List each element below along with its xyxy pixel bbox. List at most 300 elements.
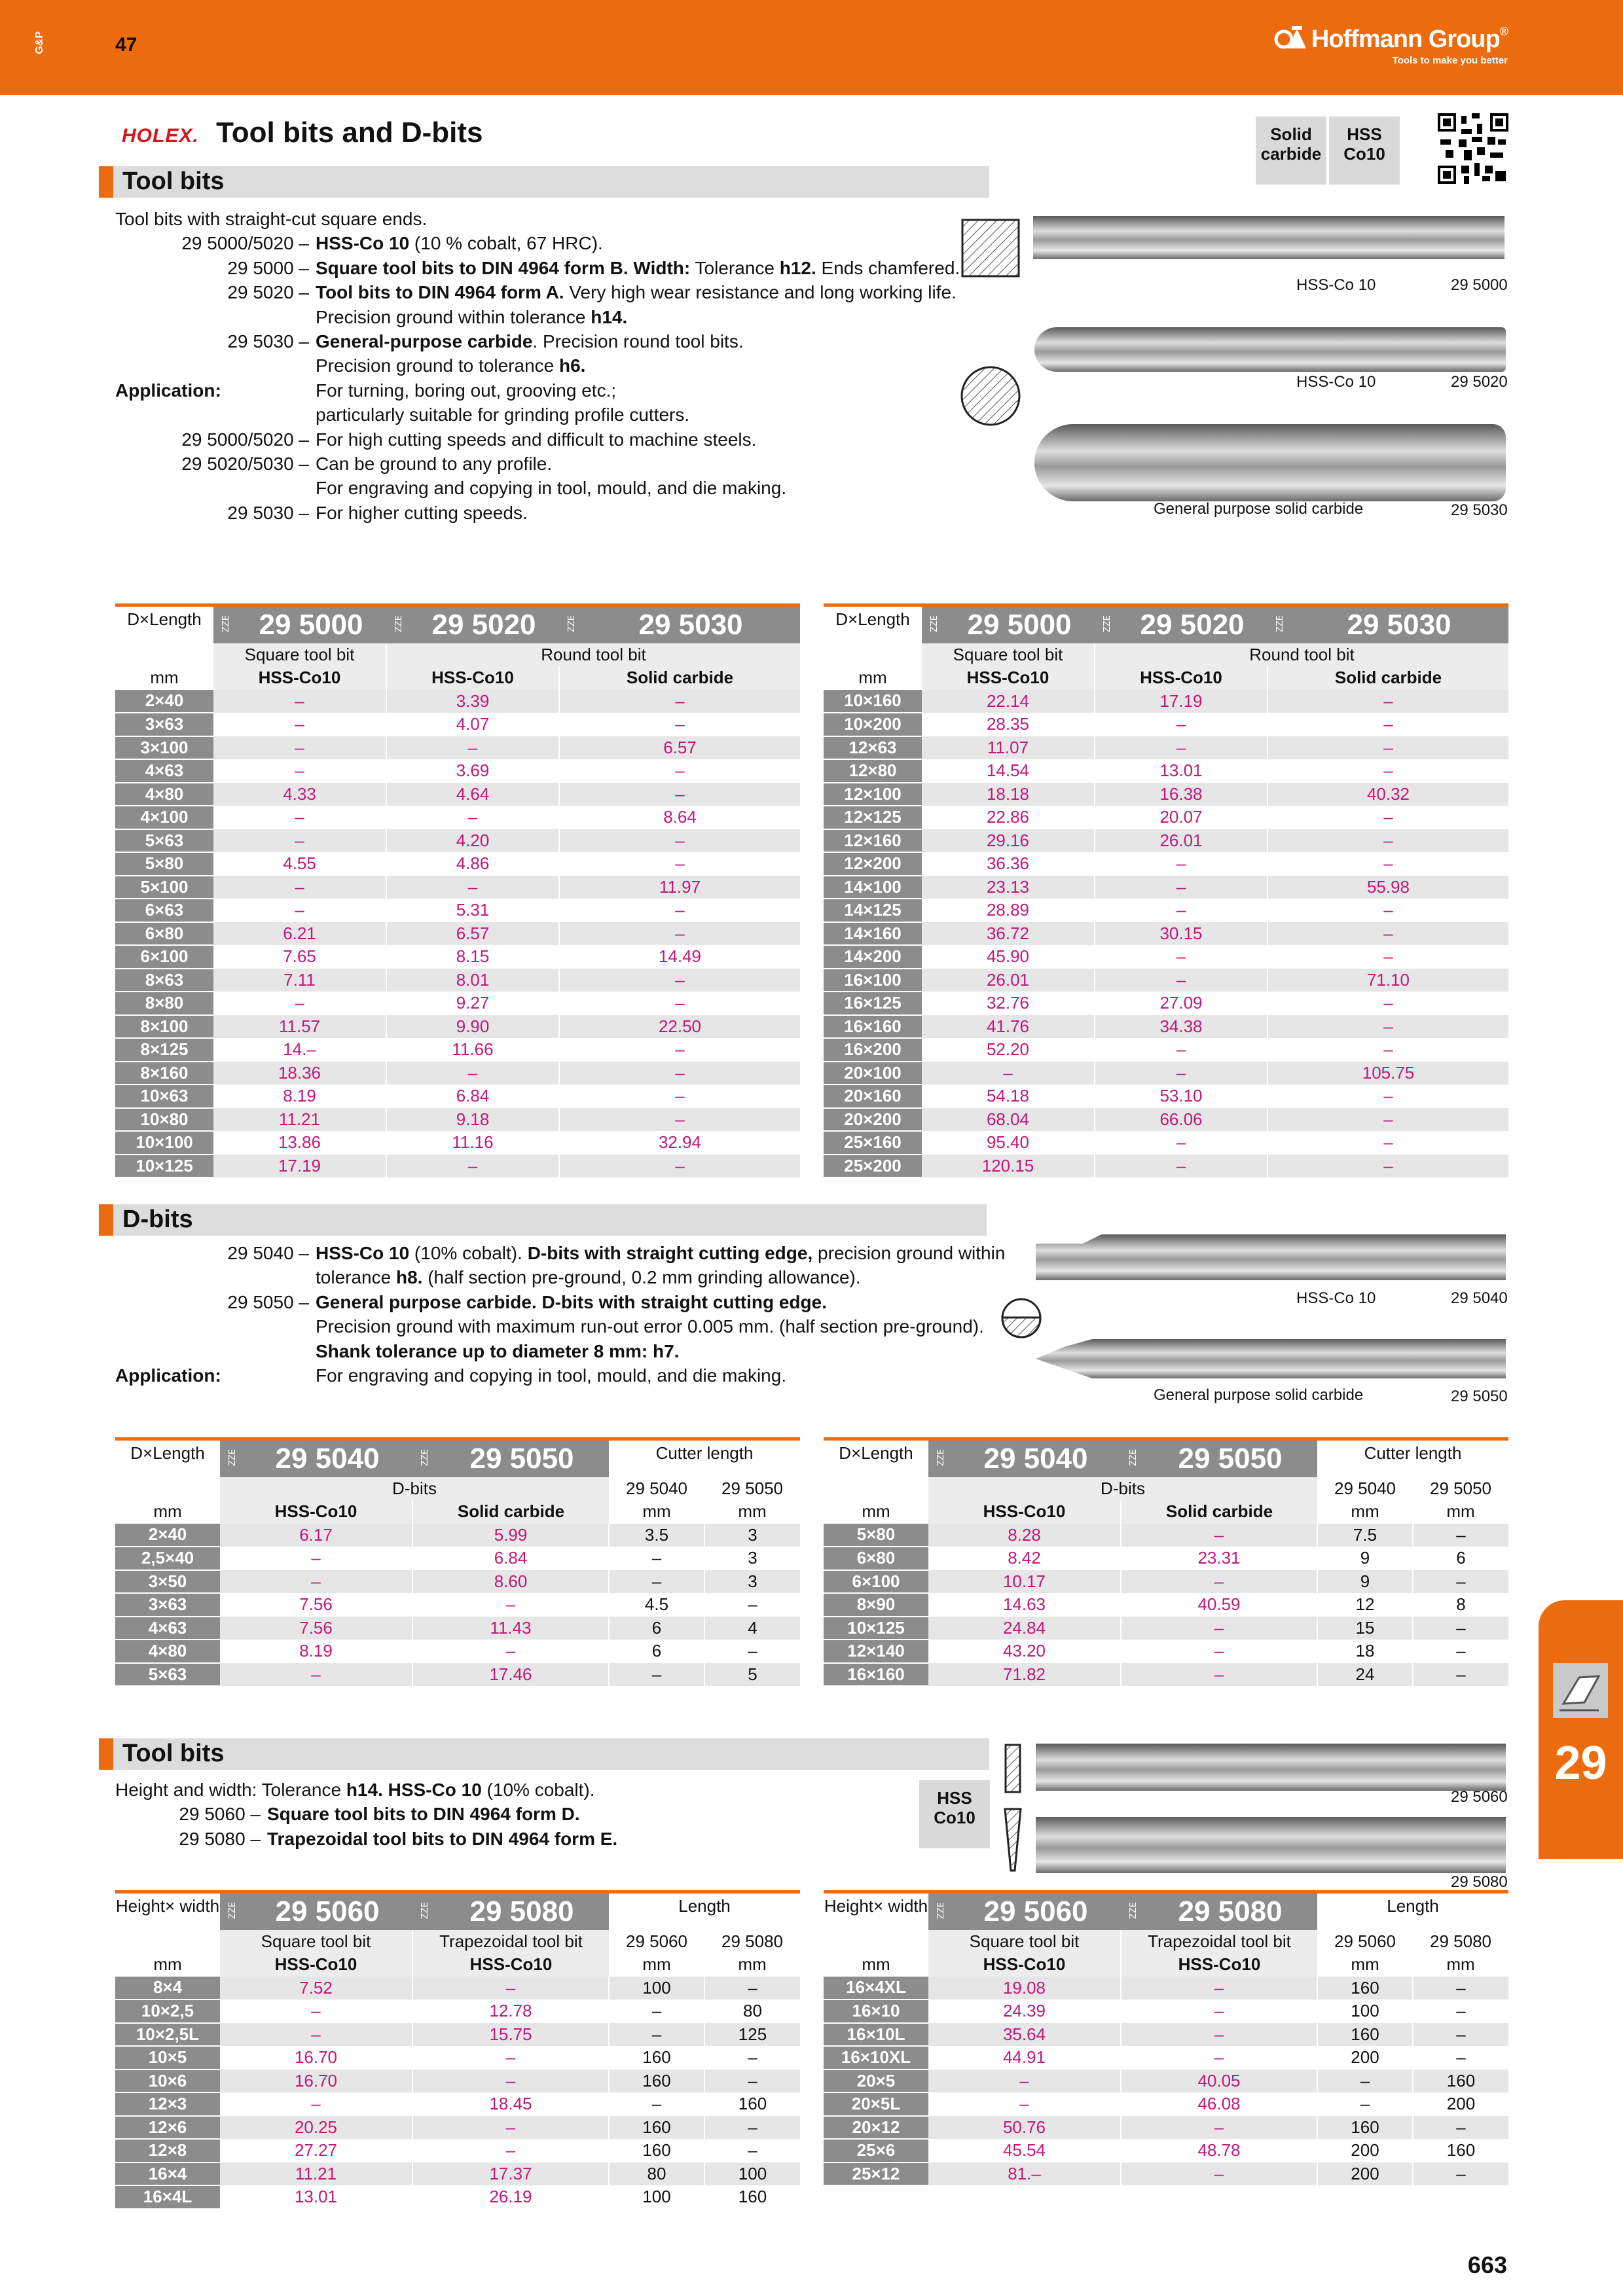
table-row [115, 922, 800, 946]
brand-registered-mark: ® [1499, 25, 1508, 38]
description-code: Application: [115, 380, 221, 401]
table-row [115, 899, 800, 922]
price-cell: 11.57 [213, 1015, 386, 1039]
price-cell: 30.15 [1095, 922, 1267, 946]
table-row [115, 2092, 800, 2116]
zoom-icon [1125, 1897, 1139, 1924]
length-cell: 12 [1317, 1593, 1413, 1617]
table-row [115, 1593, 800, 1617]
table-row [115, 1524, 800, 1547]
price-cell: 95.40 [922, 1131, 1095, 1155]
table-row [824, 1131, 1508, 1155]
price-cell: – [220, 2023, 412, 2047]
svg-text:ZZE: ZZE [394, 615, 404, 633]
price-cell: – [1267, 690, 1508, 713]
price-cell: 32.76 [922, 992, 1095, 1015]
table-row [115, 876, 800, 899]
dimension-cell: 25×6 [824, 2139, 928, 2162]
price-cell: 32.94 [559, 1131, 800, 1155]
unit-label: mm [704, 1953, 800, 1977]
description-line [115, 452, 552, 476]
column-header-length: Cutter length [609, 1439, 800, 1477]
table-row [824, 806, 1508, 829]
price-cell: 23.13 [922, 876, 1095, 899]
price-cell: 9.18 [386, 1108, 559, 1132]
dimension-cell: 16×200 [824, 1038, 922, 1062]
dimension-cell: 16×160 [824, 1663, 928, 1687]
brand-tagline: Tools to make you better [1392, 55, 1508, 66]
price-cell: 4.20 [386, 829, 559, 853]
length-cell: 7.5 [1317, 1524, 1413, 1547]
column-header-dimension: D×Length [824, 1439, 928, 1477]
description-text: For high cutting speeds and difficult to machine steels. [316, 429, 757, 450]
unit-label: mm [824, 1500, 928, 1524]
zoom-icon [1095, 605, 1117, 643]
dimension-cell: 3×50 [115, 1570, 220, 1594]
side-label: G&P [34, 31, 45, 54]
column-header-length: Cutter length [1317, 1439, 1508, 1477]
dimension-cell: 20×5 [824, 2070, 928, 2093]
table-row [824, 1593, 1508, 1617]
dimension-cell: 10×2,5L [115, 2023, 220, 2047]
price-cell: 22.14 [922, 690, 1095, 713]
length-cell: – [1413, 1663, 1508, 1687]
column-subheader: D-bits [220, 1477, 609, 1501]
dimension-cell: 8×63 [115, 969, 213, 992]
image-code: 29 5030 [1451, 501, 1508, 519]
price-cell: – [1267, 759, 1508, 783]
column-header-article: 29 5040 [951, 1439, 1121, 1477]
price-cell: 8.60 [412, 1570, 609, 1594]
table-row [115, 1038, 800, 1062]
svg-text:ZZE: ZZE [1129, 1902, 1139, 1920]
table-row [115, 2185, 800, 2209]
zoom-icon [1271, 611, 1286, 637]
price-cell: – [559, 1085, 800, 1108]
price-cell: – [412, 2139, 609, 2162]
column-header-length: Length [609, 1892, 800, 1930]
section-heading-tool-bits-2: Tool bits [99, 1738, 989, 1770]
description-line [115, 207, 427, 231]
dimension-cell: 20×12 [824, 2116, 928, 2140]
zoom-icon [922, 605, 944, 643]
price-table-din-bits-right [824, 1890, 1508, 2186]
length-cell: 15 [1317, 1617, 1413, 1640]
zoom-icon [416, 1897, 431, 1924]
dimension-cell: 20×160 [824, 1085, 922, 1108]
price-cell: 53.10 [1095, 1085, 1267, 1108]
price-cell: 7.56 [220, 1617, 412, 1640]
price-cell: 8.42 [928, 1547, 1121, 1570]
description-text: Precision ground with maximum run-out error 0.005 mm. (half section pre-ground). [316, 1316, 984, 1337]
table-row [824, 1015, 1508, 1039]
table-row [824, 829, 1508, 853]
price-cell: 12.78 [412, 2000, 609, 2023]
length-cell: – [609, 2000, 704, 2023]
hss-d-bit-image [1036, 1234, 1506, 1280]
price-cell: 6.84 [412, 1547, 609, 1570]
dimension-cell: 12×3 [115, 2092, 220, 2116]
price-cell: 4.64 [386, 783, 559, 806]
svg-text:ZZE: ZZE [1275, 615, 1285, 633]
price-cell: – [1095, 1062, 1267, 1085]
column-header-article: 29 5060 [951, 1892, 1121, 1930]
length-cell: – [1413, 2046, 1508, 2070]
price-cell: – [1121, 2046, 1317, 2070]
price-cell: – [412, 2116, 609, 2140]
price-cell: 19.08 [928, 1977, 1121, 2000]
description-code: 29 5020/5030 – [181, 454, 309, 474]
length-cell: 200 [1413, 2092, 1508, 2116]
length-code-header: 29 5050 [1413, 1477, 1508, 1501]
blank-cell [824, 1930, 928, 1954]
column-header-article: 29 5000 [944, 605, 1095, 643]
price-cell: – [559, 759, 800, 783]
column-header-dimension: D×Length [115, 605, 213, 643]
material-header: HSS-Co10 [386, 666, 559, 690]
dimension-cell: 8×80 [115, 992, 213, 1015]
qr-code-icon [1438, 113, 1508, 185]
price-cell: 48.78 [1121, 2139, 1317, 2162]
section-heading-d-bits: D-bits [99, 1204, 987, 1236]
price-cell: – [1121, 1640, 1317, 1663]
dimension-cell: 2,5×40 [115, 1547, 220, 1570]
chapter-tab[interactable] [1539, 1600, 1623, 1859]
price-cell: 14.54 [922, 759, 1095, 783]
description-line [115, 305, 627, 329]
description-code: 29 5080 – [179, 1828, 261, 1849]
zoom-icon [932, 1444, 947, 1471]
table-row [115, 2023, 800, 2047]
description-text: For engraving and copying in tool, mould, and die making. [316, 478, 787, 499]
description-line [115, 1778, 595, 1802]
dimension-cell: 12×80 [824, 759, 922, 783]
length-cell: 160 [704, 2092, 800, 2116]
description-line [115, 1314, 984, 1338]
price-cell: – [1095, 1131, 1267, 1155]
length-cell: – [1413, 2116, 1508, 2140]
badge-hss-co10: HSS Co10 [1329, 117, 1400, 185]
dimension-cell: 25×200 [824, 1155, 922, 1178]
length-cell: 160 [609, 2070, 704, 2093]
carbide-rod-image [1034, 424, 1506, 501]
carbide-d-bit-image [1036, 1339, 1506, 1378]
length-cell: 160 [1413, 2139, 1508, 2162]
price-cell: 4.55 [213, 852, 386, 876]
price-cell: – [1121, 2162, 1317, 2186]
dimension-cell: 10×6 [115, 2070, 220, 2093]
material-header: HSS-Co10 [220, 1953, 412, 1977]
length-cell: – [704, 1640, 800, 1663]
dimension-cell: 25×160 [824, 1131, 922, 1155]
unit-label: mm [115, 1500, 220, 1524]
svg-text:ZZE: ZZE [1103, 615, 1112, 633]
dimension-cell: 4×80 [115, 1640, 220, 1663]
price-cell: – [559, 852, 800, 876]
price-cell: – [1095, 1038, 1267, 1062]
zoom-icon [563, 611, 577, 637]
description-text: . Precision round tool bits. [532, 331, 744, 351]
length-cell: 200 [1317, 2046, 1413, 2070]
length-cell: 80 [609, 2162, 704, 2186]
description-bold: Trapezoidal tool bits to DIN 4964 form E. [267, 1828, 618, 1849]
table-row [115, 1015, 800, 1039]
dimension-cell: 6×80 [824, 1547, 928, 1570]
description-code: 29 5030 – [227, 502, 309, 523]
price-cell: – [213, 713, 386, 736]
material-header: HSS-Co10 [922, 666, 1095, 690]
price-cell: 13.01 [220, 2185, 412, 2209]
image-label: General purpose solid carbide [1154, 500, 1364, 518]
description-line [115, 1363, 786, 1388]
price-cell: 8.28 [928, 1524, 1121, 1547]
price-cell: 45.90 [922, 945, 1095, 969]
table-row [824, 2023, 1508, 2047]
dimension-cell: 14×125 [824, 899, 922, 922]
price-cell: 9.90 [386, 1015, 559, 1039]
price-cell: – [386, 736, 559, 760]
zoom-icon [224, 1444, 238, 1471]
price-cell: – [559, 783, 800, 806]
description-line [115, 280, 957, 304]
price-cell: – [386, 1062, 559, 1085]
description-code: 29 5020 – [227, 282, 309, 303]
price-cell: – [1267, 1108, 1508, 1132]
table-row [115, 1131, 800, 1155]
description-line [115, 1827, 617, 1851]
price-cell: – [559, 713, 800, 736]
svg-text:ZZE: ZZE [221, 615, 231, 633]
zoom-icon [412, 1892, 435, 1930]
column-subheader: Square tool bit [213, 643, 386, 667]
dimension-cell: 10×2,5 [115, 2000, 220, 2023]
price-cell: – [213, 992, 386, 1015]
price-cell: 26.19 [412, 2185, 609, 2209]
price-cell: 11.97 [559, 876, 800, 899]
column-header-article: 29 5020 [1117, 605, 1267, 643]
description-code: 29 5030 – [227, 331, 309, 351]
price-cell: 5.31 [386, 899, 559, 922]
length-cell: 3 [704, 1524, 800, 1547]
column-header-article: 29 5060 [242, 1892, 412, 1930]
length-cell: 9 [1317, 1570, 1413, 1594]
price-cell: 11.66 [386, 1038, 559, 1062]
length-cell: 200 [1317, 2139, 1413, 2162]
unit-label: mm [824, 666, 922, 690]
dimension-cell: 8×125 [115, 1038, 213, 1062]
price-cell: – [1121, 1570, 1317, 1594]
d-section-icon [1000, 1297, 1042, 1339]
table-row [824, 1062, 1508, 1085]
dimension-cell: 16×10XL [824, 2046, 928, 2070]
brand-name: Hoffmann Group [1311, 26, 1500, 53]
column-header-article: 29 5050 [1143, 1439, 1317, 1477]
length-cell: 160 [1317, 2023, 1413, 2047]
dimension-cell: 6×80 [115, 922, 213, 946]
price-cell: 24.84 [928, 1617, 1121, 1640]
dimension-cell: 14×200 [824, 945, 922, 969]
column-header-article: 29 5050 [435, 1439, 609, 1477]
unit-label: mm [115, 666, 213, 690]
price-cell: – [1121, 2000, 1317, 2023]
square-tool-bit-image-2 [1036, 1744, 1506, 1791]
dimension-cell: 14×100 [824, 876, 922, 899]
page-title-text: Tool bits and D-bits [216, 117, 483, 149]
unit-label: mm [1413, 1500, 1508, 1524]
description-bold2: D-bits with straight cutting edge, [527, 1243, 813, 1263]
length-cell: – [1317, 2070, 1413, 2093]
price-table-d-bits-right [824, 1437, 1508, 1687]
price-cell: 11.21 [213, 1108, 386, 1132]
table-row [115, 969, 800, 992]
price-cell: – [412, 1977, 609, 2000]
dimension-cell: 4×80 [115, 783, 213, 806]
price-cell: 35.64 [928, 2023, 1121, 2047]
dimension-cell: 8×90 [824, 1593, 928, 1617]
table-row [824, 992, 1508, 1015]
dimension-cell: 10×80 [115, 1108, 213, 1132]
table-row [824, 783, 1508, 806]
table-row [824, 1524, 1508, 1547]
price-cell: 52.20 [922, 1038, 1095, 1062]
price-cell: 7.11 [213, 969, 386, 992]
header-bar [0, 0, 1623, 95]
column-header-dimension: Height× width [115, 1892, 220, 1930]
length-cell: – [1413, 1617, 1508, 1640]
table-row [824, 1155, 1508, 1178]
price-table-tool-bits-right [824, 603, 1508, 1178]
length-cell: 9 [1317, 1547, 1413, 1570]
table-row [824, 736, 1508, 760]
description-bold: Square tool bits to DIN 4964 form D. [267, 1804, 580, 1825]
length-cell: 100 [1317, 2000, 1413, 2023]
price-cell: – [220, 1663, 412, 1687]
table-row [824, 1038, 1508, 1062]
blank-cell [824, 643, 922, 667]
description-bold: HSS-Co 10 [316, 233, 410, 254]
zoom-icon [220, 1439, 242, 1477]
price-cell: 10.17 [928, 1570, 1121, 1594]
table-row [115, 992, 800, 1015]
dimension-cell: 10×63 [115, 1085, 213, 1108]
dimension-cell: 16×4XL [824, 1977, 928, 2000]
price-cell: – [386, 1155, 559, 1178]
length-cell: – [1413, 1570, 1508, 1594]
price-cell: 16.70 [220, 2046, 412, 2070]
length-cell: 3 [704, 1547, 800, 1570]
table-row [115, 2162, 800, 2186]
badge-solid-carbide: Solid carbide [1256, 117, 1326, 185]
price-cell: 3.39 [386, 690, 559, 713]
price-cell: – [1267, 852, 1508, 876]
table-row [824, 2000, 1508, 2023]
price-cell: 6.84 [386, 1085, 559, 1108]
length-cell: – [609, 1570, 704, 1594]
price-cell: 40.32 [1267, 783, 1508, 806]
image-code: 29 5050 [1451, 1388, 1508, 1405]
price-cell: 26.01 [1095, 829, 1267, 853]
price-cell: 17.19 [213, 1155, 386, 1178]
description-line [115, 1339, 679, 1363]
column-header-article: 29 5080 [1143, 1892, 1317, 1930]
description-code: 29 5000 – [227, 257, 309, 278]
dimension-cell: 3×63 [115, 713, 213, 736]
image-label: HSS-Co 10 [1296, 1289, 1376, 1307]
zoom-icon [932, 1897, 947, 1924]
length-cell: 5 [704, 1663, 800, 1687]
price-cell: 68.04 [922, 1108, 1095, 1132]
description-bold2: h12. [779, 257, 816, 278]
dimension-cell: 4×100 [115, 806, 213, 829]
badge-hss-co10-2: HSS Co10 [919, 1780, 990, 1848]
price-cell: 81.– [928, 2162, 1121, 2186]
table-row [824, 2046, 1508, 2070]
price-cell: 8.19 [220, 1640, 412, 1663]
table-row [824, 1663, 1508, 1687]
length-cell: 24 [1317, 1663, 1413, 1687]
price-cell: 27.27 [220, 2139, 412, 2162]
column-header-article: 29 5080 [435, 1892, 609, 1930]
price-cell: 3.69 [386, 759, 559, 783]
description-text: (10% cobalt). [409, 1243, 528, 1263]
dimension-cell: 12×160 [824, 829, 922, 853]
unit-label: mm [609, 1953, 704, 1977]
trapezoid-tool-bit-image [1036, 1817, 1506, 1873]
table-row [115, 1570, 800, 1594]
price-cell: 66.06 [1095, 1108, 1267, 1132]
column-subheader: D-bits [928, 1477, 1317, 1501]
price-cell: 71.82 [928, 1663, 1121, 1687]
price-cell: 8.15 [386, 945, 559, 969]
blank-cell [824, 1477, 928, 1501]
page-title [122, 117, 483, 149]
length-cell: – [704, 2139, 800, 2162]
price-cell: – [1121, 1524, 1317, 1547]
price-cell: – [213, 899, 386, 922]
price-cell: 6.21 [213, 922, 386, 946]
price-cell: 22.50 [559, 1015, 800, 1039]
price-cell: – [1095, 736, 1267, 760]
price-cell: – [1267, 992, 1508, 1015]
price-cell: 22.86 [922, 806, 1095, 829]
table-row [824, 1617, 1508, 1640]
brand-logo [1273, 25, 1508, 66]
svg-text:ZZE: ZZE [936, 1902, 946, 1920]
length-cell: – [704, 2116, 800, 2140]
price-cell: – [1121, 2023, 1317, 2047]
description-text: For higher cutting speeds. [316, 502, 528, 523]
dimension-cell: 8×100 [115, 1015, 213, 1039]
zoom-icon [224, 1897, 238, 1924]
length-cell: 100 [704, 2162, 800, 2186]
dimension-cell: 14×160 [824, 922, 922, 946]
length-cell: 8 [1413, 1593, 1508, 1617]
price-cell: 7.52 [220, 1977, 412, 2000]
material-header: Solid carbide [1267, 666, 1508, 690]
unit-label: mm [1413, 1953, 1508, 1977]
price-cell: – [1267, 945, 1508, 969]
dimension-cell: 5×63 [115, 829, 213, 853]
dimension-cell: 12×140 [824, 1640, 928, 1663]
dimension-cell: 10×100 [115, 1131, 213, 1155]
zoom-icon [1121, 1892, 1143, 1930]
dimension-cell: 25×12 [824, 2162, 928, 2186]
price-cell: – [386, 876, 559, 899]
length-cell: 160 [1317, 2116, 1413, 2140]
image-label: HSS-Co 10 [1296, 373, 1376, 391]
table-row [115, 1617, 800, 1640]
square-section-icon [961, 219, 1020, 278]
